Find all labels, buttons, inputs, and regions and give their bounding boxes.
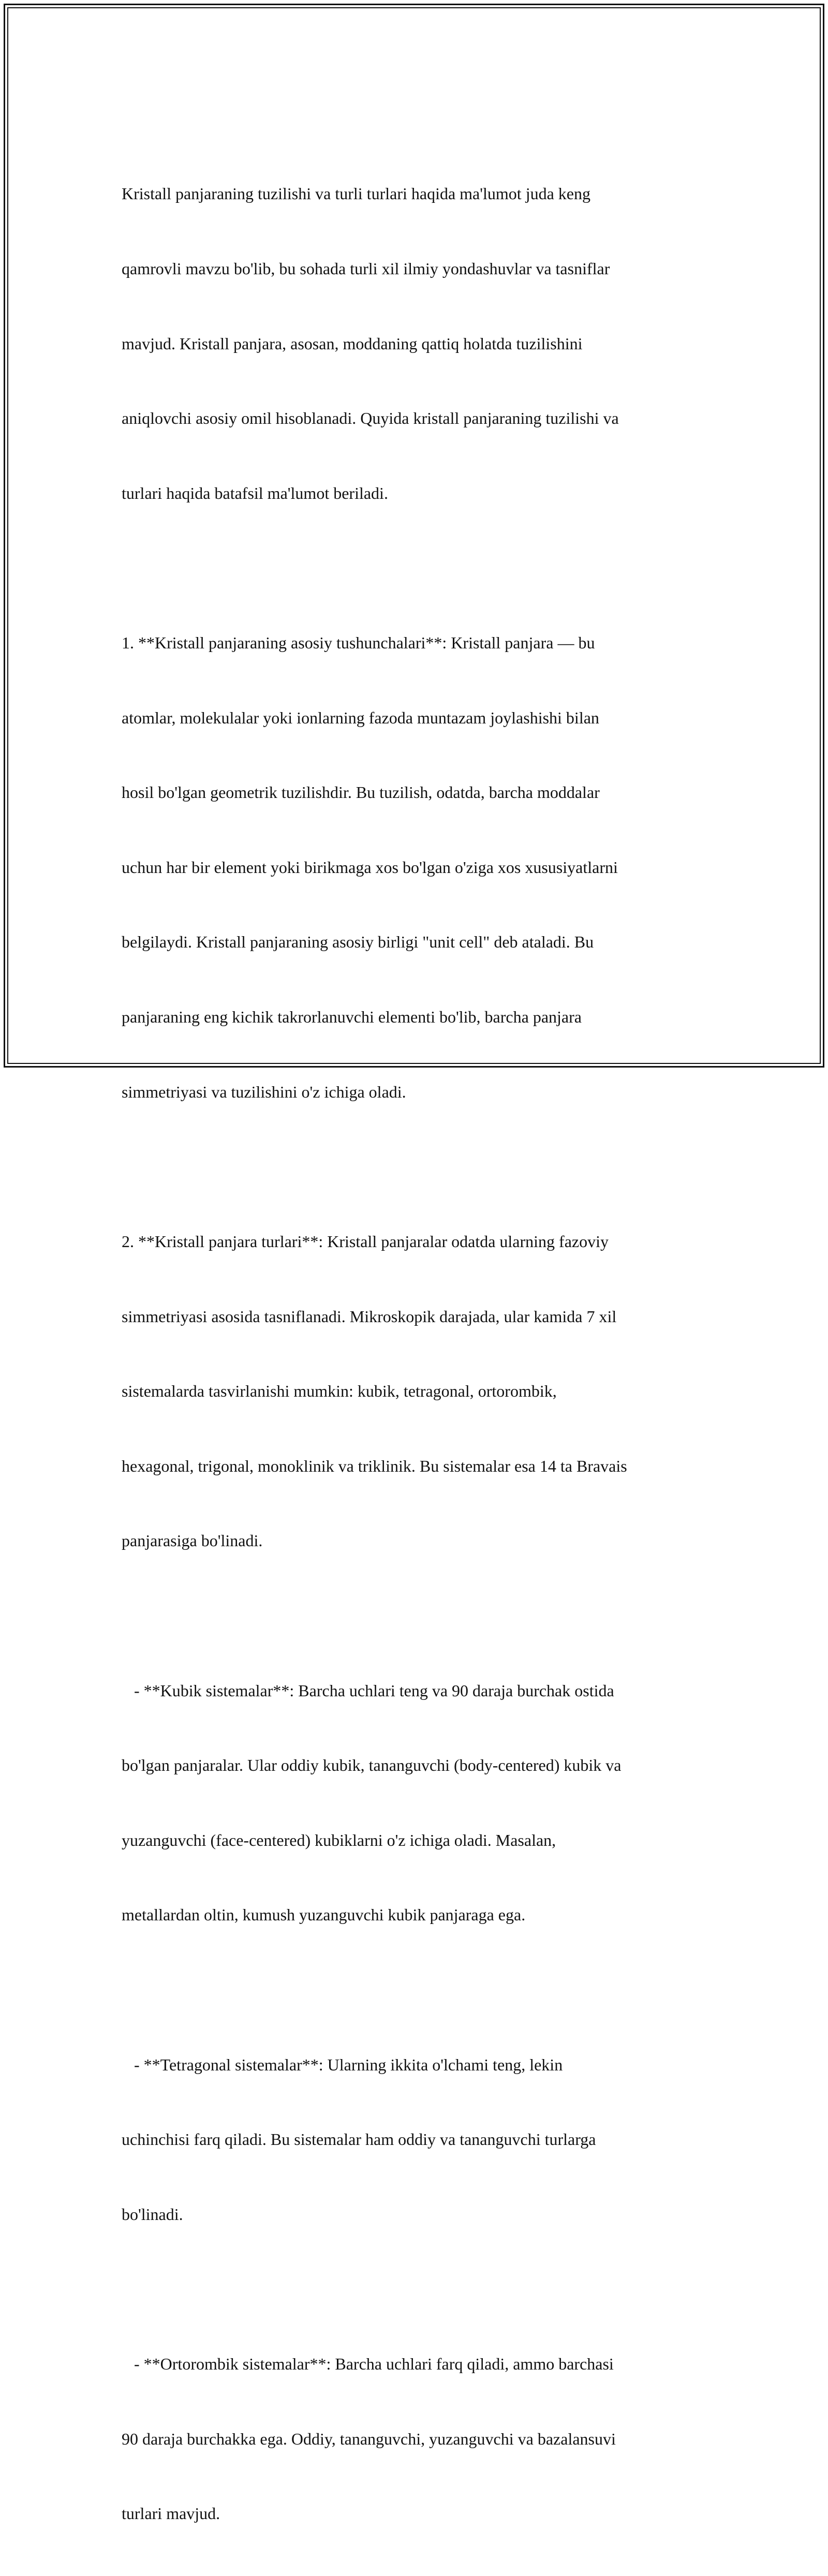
text-line: turlari mavjud. — [122, 2504, 220, 2523]
text-line: mavjud. Kristall panjara, asosan, moddaning qattiq holatda tuzilishini — [122, 334, 583, 353]
paragraph-section-1 — [122, 581, 712, 1154]
text-line: - **Tetragonal sistemalar**: Ularning ikkita o'lchami teng, lekin — [122, 2055, 563, 2074]
paragraph-ortorombik — [122, 2302, 712, 2576]
text-line: 2. **Kristall panjara turlari**: Kristall panjaralar odatda ularning fazoviy — [122, 1232, 609, 1251]
text-line: simmetriyasi asosida tasniflanadi. Mikroskopik darajada, ular kamida 7 xil — [122, 1307, 617, 1326]
text-line: uchun har bir element yoki birikmaga xos bo'lgan o'ziga xos xususiyatlarni — [122, 857, 618, 877]
text-line: panjaraning eng kichik takrorlanuvchi elementi bo'lib, barcha panjara — [122, 1008, 582, 1027]
paragraph-tetragonal — [122, 2002, 712, 2276]
text-line: simmetriyasi va tuzilishini o'z ichiga oladi. — [122, 1082, 406, 1101]
text-line: hexagonal, trigonal, monoklinik va triklinik. Bu sistemalar esa 14 ta Bravais — [122, 1456, 627, 1475]
text-line: bo'lgan panjaralar. Ular oddiy kubik, tananguvchi (body-centered) kubik va — [122, 1756, 622, 1775]
paragraph-kubik — [122, 1628, 712, 1977]
text-line: aniqlovchi asosiy omil hisoblanadi. Quyida kristall panjaraning tuzilishi va — [122, 409, 619, 428]
text-line: - **Kubik sistemalar**: Barcha uchlari teng va 90 daraja burchak ostida — [122, 1681, 614, 1700]
text-line: 90 daraja burchakka ega. Oddiy, tananguvchi, yuzanguvchi va bazalansuvi — [122, 2429, 616, 2448]
text-line: turlari haqida batafsil ma'lumot beriladi. — [122, 483, 388, 502]
text-line: Kristall panjaraning tuzilishi va turli turlari haqida ma'lumot juda keng — [122, 184, 590, 203]
document-body — [122, 131, 712, 2576]
text-line: qamrovli mavzu bo'lib, bu sohada turli xil ilmiy yondashuvlar va tasniflar — [122, 259, 610, 278]
text-line: uchinchisi farq qiladi. Bu sistemalar ham oddiy va tananguvchi turlarga — [122, 2130, 596, 2149]
text-line: belgilaydi. Kristall panjaraning asosiy birligi "unit cell" deb ataladi. Bu — [122, 932, 594, 952]
text-line: metallardan oltin, kumush yuzanguvchi kubik panjaraga ega. — [122, 1905, 526, 1924]
paragraph-intro — [122, 131, 712, 555]
text-line: sistemalarda tasvirlanishi mumkin: kubik, tetragonal, ortorombik, — [122, 1382, 557, 1401]
paragraph-section-2 — [122, 1179, 712, 1603]
text-line: yuzanguvchi (face-centered) kubiklarni o'z ichiga oladi. Masalan, — [122, 1830, 556, 1849]
text-line: panjarasiga bo'linadi. — [122, 1531, 263, 1550]
text-line: 1. **Kristall panjaraning asosiy tushunchalari**: Kristall panjara — bu — [122, 633, 595, 653]
text-line: hosil bo'lgan geometrik tuzilishdir. Bu tuzilish, odatda, barcha moddalar — [122, 783, 600, 802]
text-line: - **Ortorombik sistemalar**: Barcha uchlari farq qiladi, ammo barchasi — [122, 2355, 614, 2373]
text-line: bo'linadi. — [122, 2204, 183, 2224]
text-line: atomlar, molekulalar yoki ionlarning fazoda muntazam joylashishi bilan — [122, 708, 599, 727]
